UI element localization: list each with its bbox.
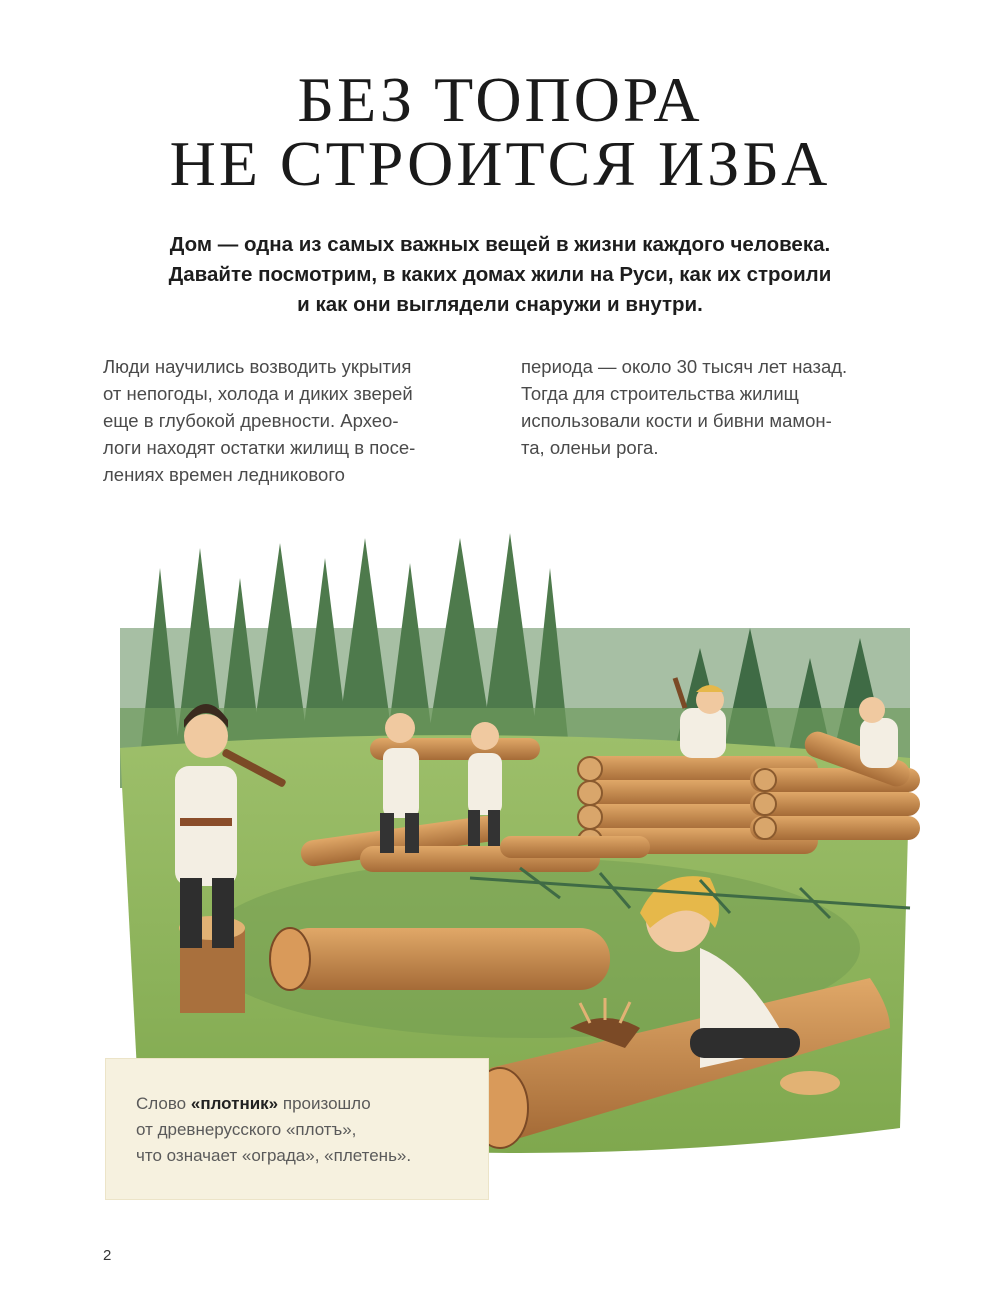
body-line: еще в глубокой древности. Архео- [103, 410, 399, 431]
lead-paragraph [100, 230, 900, 320]
body-line: та, оленьи рога. [521, 437, 659, 458]
note-line-3: что означает «ограда», «плетень». [136, 1146, 412, 1165]
page-number: 2 [103, 1247, 112, 1264]
body-column-left [103, 353, 493, 488]
title-line-2: НЕ СТРОИТСЯ ИЗБА [169, 128, 831, 199]
note-line-2: от древнерусского «плотъ», [136, 1120, 357, 1139]
body-line: использовали кости и бивни мамон- [521, 410, 832, 431]
body-line: периода — около 30 тысяч лет назад. [521, 356, 848, 377]
note-after: произошло [278, 1094, 371, 1113]
lead-line-1: Дом — одна из самых важных вещей в жизни каждого человека. [169, 233, 831, 256]
body-column-right [521, 353, 911, 461]
note-line-1 [136, 1091, 411, 1117]
note-before: Слово [136, 1094, 191, 1113]
note-term: «плотник» [190, 1094, 279, 1113]
lead-line-2: Давайте посмотрим, в каких домах жили на Руси, как их строили [168, 263, 832, 286]
body-line: Люди научились возводить укрытия [103, 356, 412, 377]
page-title [0, 64, 1000, 199]
title-line-1: БЕЗ ТОПОРА [297, 64, 703, 135]
body-line: от непогоды, холода и диких зверей [103, 383, 413, 404]
note-text [136, 1091, 411, 1169]
lead-line-3: и как они выглядели снаружи и внутри. [297, 293, 703, 316]
body-line: лениях времен ледникового [103, 464, 345, 485]
note-box [105, 1058, 489, 1200]
body-line: Тогда для строительства жилищ [521, 383, 799, 404]
body-line: логи находят остатки жилищ в посе- [103, 437, 416, 458]
